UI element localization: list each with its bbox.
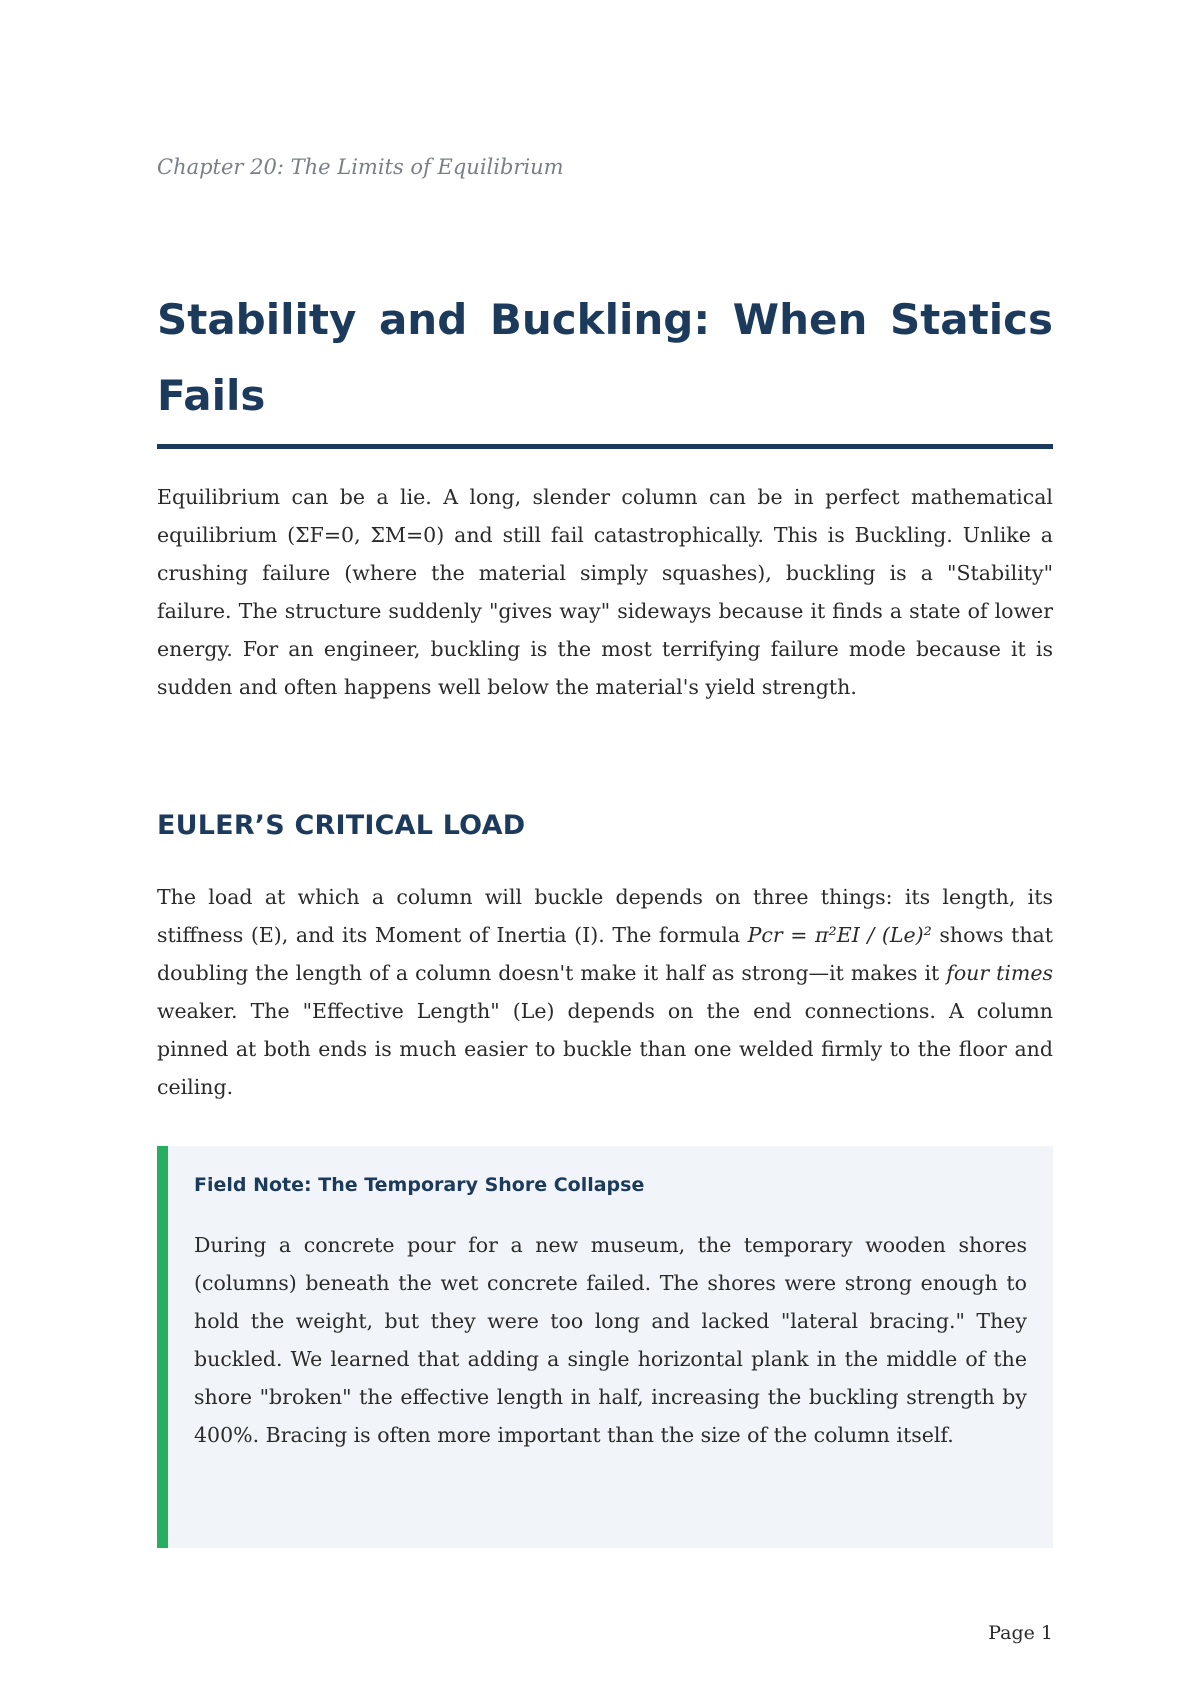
intro-paragraph bbox=[157, 478, 1053, 706]
chapter-label: Chapter 20: The Limits of Equilibrium bbox=[157, 155, 564, 179]
section-paragraph bbox=[157, 878, 1053, 1106]
intro-term: Buckling bbox=[854, 523, 947, 547]
page-title: Stability and Buckling: When Statics Fails bbox=[157, 295, 1053, 420]
section-text-1: The load at which a column will buckle depends on three things: its length, its stiffness (E), and its Moment of Inertia (I). The formula bbox=[157, 885, 1053, 947]
title-divider bbox=[157, 444, 1053, 449]
section-emphasis: four times bbox=[946, 961, 1053, 985]
intro-text-1: Equilibrium can be a lie. A long, slender column can be in perfect mathematical equilibrium (ΣF=0, ΣM=0) and still fail catastrophically. This is bbox=[157, 485, 1053, 547]
callout-title: Field Note: The Temporary Shore Collapse bbox=[194, 1174, 645, 1196]
section-text-2: shows that doubling the length of a column doesn't make it half as strong—it makes it bbox=[157, 923, 1053, 985]
euler-formula: Pcr = π²EI / (Le)² bbox=[747, 923, 932, 947]
section-text-3: weaker. The "Effective Length" (Le) depends on the end connections. A column pinned at both ends is much easier to buckle than one welded firmly to the floor and ceiling. bbox=[157, 999, 1053, 1099]
callout-text: During a concrete pour for a new museum, the temporary wooden shores (columns) beneath the wet concrete failed. The shores were strong enough to hold the weight, but they were too long and lacked "lateral bracing." They buckled. We learned that adding a single horizontal plank in the middle of the shore "broken" the effective length in half, increasing the buckling strength by 400%. Bracing is often more important than the size of the column itself. bbox=[194, 1233, 1027, 1447]
document-page bbox=[157, 0, 1053, 1696]
intro-text-2: . Unlike a crushing failure (where the material simply squashes), buckling is a "Stability" failure. The structure suddenly "gives way" sideways because it finds a state of lower energy. For an engineer, buckling is the most terrifying failure mode because it is sudden and often happens well below the material's yield strength. bbox=[157, 523, 1053, 699]
page-number: Page 1 bbox=[988, 1622, 1053, 1644]
field-note-callout bbox=[157, 1146, 1053, 1548]
section-heading: EULER’S CRITICAL LOAD bbox=[157, 810, 526, 841]
